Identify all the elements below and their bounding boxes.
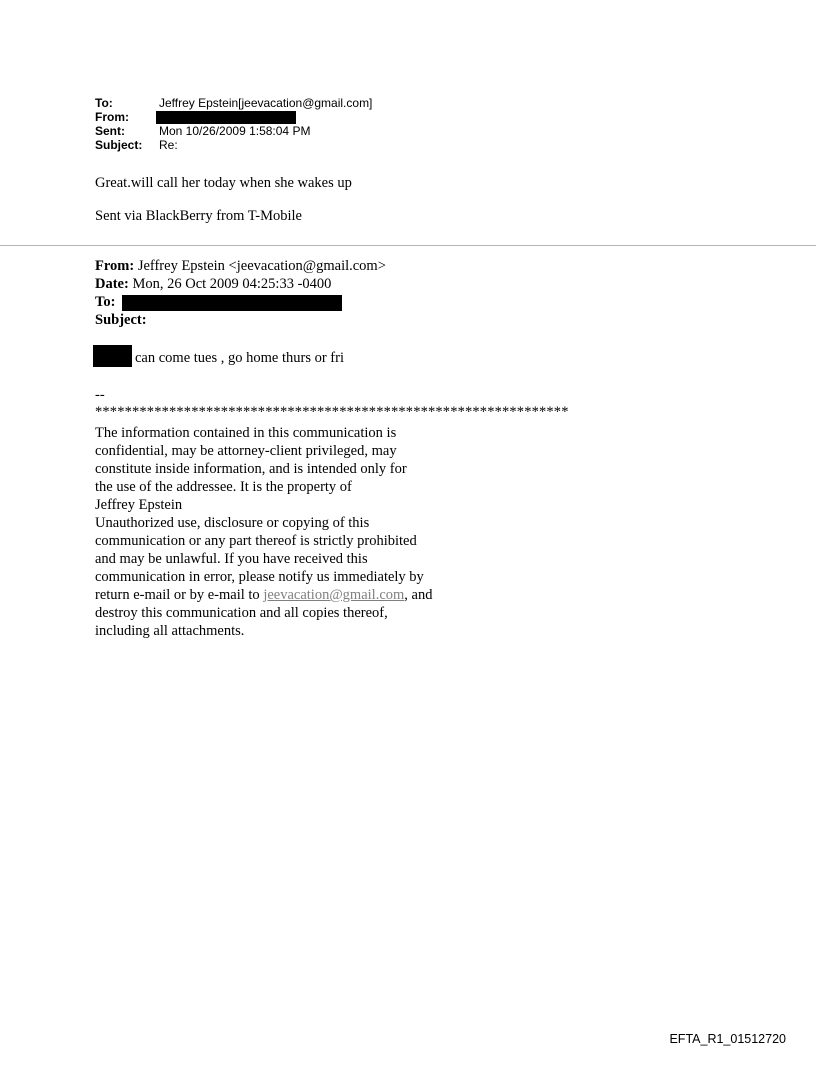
quoted-date-label: Date:	[95, 276, 129, 292]
quoted-message-text: can come tues , go home thurs or fri	[135, 350, 344, 366]
disclaimer-line: constitute inside information, and is intended only for	[95, 461, 407, 477]
disclaimer-line: confidential, may be attorney-client privileged, may	[95, 443, 397, 459]
quoted-date-value: Mon, 26 Oct 2009 04:25:33 -0400	[128, 276, 332, 292]
message-divider	[0, 245, 816, 246]
reply-body: Great.will call her today when she wakes up	[95, 175, 352, 191]
disclaimer-line: destroy this communication and all copies thereof,	[95, 605, 388, 621]
quoted-message	[93, 345, 344, 367]
quoted-from-value: Jeffrey Epstein <jeevacation@gmail.com>	[134, 258, 386, 274]
email-link[interactable]: jeevacation@gmail.com	[263, 587, 405, 603]
disclaimer-text: , and	[404, 587, 433, 603]
quoted-date-row	[95, 275, 386, 293]
header-subject-label: Subject:	[95, 138, 143, 152]
header-to-label: To:	[95, 96, 113, 110]
redaction-bar	[122, 295, 342, 311]
disclaimer-line: including all attachments.	[95, 623, 245, 639]
disclaimer-text: return e-mail or by e-mail to	[95, 587, 264, 603]
disclaimer-line: the use of the addressee. It is the property of	[95, 479, 352, 495]
disclaimer-line: communication in error, please notify us immediately by	[95, 569, 424, 585]
disclaimer-line: communication or any part thereof is strictly prohibited	[95, 533, 417, 549]
redaction-bar	[156, 111, 296, 124]
quoted-header	[95, 257, 386, 329]
header-sent-label: Sent:	[95, 124, 125, 138]
reply-signature: Sent via BlackBerry from T-Mobile	[95, 208, 302, 224]
redaction-bar	[93, 345, 132, 367]
quoted-subject-row	[95, 311, 386, 329]
disclaimer-line: Unauthorized use, disclosure or copying of this	[95, 515, 370, 531]
disclaimer-line: The information contained in this communication is	[95, 425, 397, 441]
disclaimer-line: Jeffrey Epstein	[95, 497, 183, 513]
confidentiality-disclaimer	[95, 424, 565, 640]
quoted-from-label: From:	[95, 258, 135, 274]
quoted-to-row	[95, 293, 386, 311]
quoted-from-row	[95, 257, 386, 275]
header-subject-value: Re:	[159, 138, 178, 152]
header-from-label: From:	[95, 110, 129, 124]
signature-separator: --	[95, 387, 105, 403]
header-to-value: Jeffrey Epstein[jeevacation@gmail.com]	[159, 96, 373, 110]
disclaimer-line	[95, 586, 565, 604]
quoted-to-label: To:	[95, 294, 116, 310]
header-sent-value: Mon 10/26/2009 1:58:04 PM	[159, 124, 311, 138]
asterisk-rule: ****************************************************************	[95, 404, 569, 420]
disclaimer-line: and may be unlawful. If you have received this	[95, 551, 368, 567]
quoted-subject-label: Subject:	[95, 312, 147, 328]
document-id: EFTA_R1_01512720	[669, 1032, 786, 1046]
